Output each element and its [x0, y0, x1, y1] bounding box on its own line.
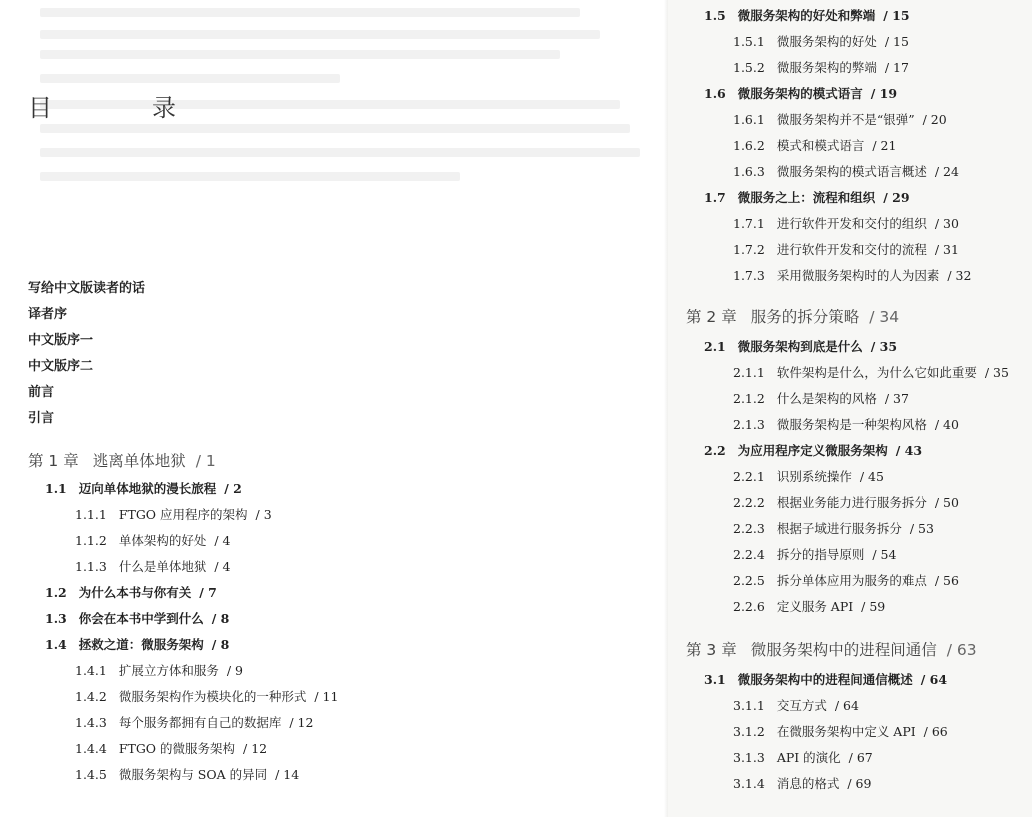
entry-title: 微服务架构中的进程间通信概述	[737, 672, 913, 687]
entry-title: 拆分的指导原则	[776, 547, 865, 562]
entry-title: 微服务架构的弊端	[776, 60, 877, 75]
entry-title: 采用微服务架构时的人为因素	[776, 268, 940, 283]
entry-page: / 64	[834, 698, 859, 713]
entry-page: / 50	[934, 495, 959, 510]
entry-page: / 31	[934, 242, 959, 257]
entry-title: API 的演化	[776, 750, 841, 765]
entry-title: 微服务架构到底是什么	[737, 339, 863, 354]
chapter-title: 微服务架构中的进程间通信	[750, 641, 937, 659]
entry-title: 微服务架构的模式语言概述	[776, 164, 927, 179]
chapter-heading[interactable]	[28, 449, 216, 471]
entry-title: 迈向单体地狱的漫长旅程	[78, 481, 217, 496]
entry-number: 1.2	[45, 585, 67, 600]
entry-number: 2.2	[704, 443, 726, 458]
toc-entry[interactable]	[733, 162, 959, 180]
entry-page: / 7	[199, 585, 217, 600]
front-matter-item[interactable]: 中文版序二	[28, 359, 94, 374]
toc-entry[interactable]	[75, 505, 272, 523]
toc-entry[interactable]	[75, 713, 313, 731]
entry-page: / 56	[934, 573, 959, 588]
toc-entry[interactable]	[704, 84, 897, 102]
entry-page: / 14	[275, 767, 300, 782]
toc-entry[interactable]	[733, 748, 873, 766]
toc-entry[interactable]	[733, 389, 909, 407]
entry-title: 单体架构的好处	[118, 533, 207, 548]
entry-page: / 4	[214, 559, 231, 574]
entry-title: 微服务架构的好处	[776, 34, 877, 49]
entry-page: / 64	[920, 672, 948, 687]
entry-page: / 19	[870, 86, 898, 101]
entry-number: 2.2.3	[733, 521, 765, 536]
toc-entry[interactable]	[733, 597, 885, 615]
entry-title: 微服务架构并不是“银弹”	[776, 112, 915, 127]
entry-page: / 54	[872, 547, 897, 562]
entry-number: 1.1.2	[75, 533, 107, 548]
entry-page: / 11	[314, 689, 339, 704]
entry-page: / 35	[984, 365, 1009, 380]
entry-number: 2.1.2	[733, 391, 765, 406]
entry-page: / 20	[922, 112, 947, 127]
entry-page: / 17	[884, 60, 909, 75]
entry-page: / 4	[214, 533, 231, 548]
toc-entry[interactable]	[733, 696, 859, 714]
entry-title: 进行软件开发和交付的组织	[776, 216, 927, 231]
entry-page: / 8	[211, 637, 230, 652]
front-matter-item[interactable]: 译者序	[28, 307, 68, 322]
entry-number: 2.1.3	[733, 417, 765, 432]
toc-entry[interactable]	[75, 687, 338, 705]
chapter-title: 服务的拆分策略	[750, 308, 860, 326]
entry-title: 什么是架构的风格	[776, 391, 877, 406]
bleed-through-text	[40, 30, 600, 39]
entry-title: 扩展立方体和服务	[118, 663, 219, 678]
entry-page: / 29	[883, 190, 910, 205]
entry-title: 每个服务都拥有自己的数据库	[118, 715, 282, 730]
toc-entry[interactable]	[704, 441, 922, 459]
entry-page: / 35	[870, 339, 898, 354]
entry-title: 微服务架构的好处和弊端	[737, 8, 876, 23]
chapter-heading[interactable]	[686, 638, 977, 660]
entry-number: 2.1.1	[733, 365, 765, 380]
entry-page: / 3	[255, 507, 272, 522]
entry-title: 消息的格式	[776, 776, 840, 791]
entry-title: 拯救之道：微服务架构	[78, 637, 204, 652]
toc-entry[interactable]	[733, 214, 959, 232]
toc-entry[interactable]	[45, 583, 217, 601]
entry-page: / 37	[884, 391, 909, 406]
toc-entry[interactable]	[45, 609, 229, 627]
entry-number: 1.5.2	[733, 60, 765, 75]
toc-entry[interactable]	[75, 557, 230, 575]
toc-entry[interactable]	[733, 266, 971, 284]
entry-number: 1.5	[704, 8, 726, 23]
entry-title: 进行软件开发和交付的流程	[776, 242, 927, 257]
entry-page: / 12	[289, 715, 314, 730]
toc-entry[interactable]	[733, 110, 947, 128]
toc-entry[interactable]	[704, 188, 910, 206]
bleed-through-text	[40, 124, 630, 133]
toc-entry[interactable]	[45, 479, 242, 497]
entry-title: 微服务架构与 SOA 的异同	[118, 767, 268, 782]
entry-page: / 24	[934, 164, 959, 179]
toc-entry[interactable]	[733, 493, 959, 511]
bleed-through-text	[40, 8, 580, 17]
entry-number: 3.1.1	[733, 698, 765, 713]
bleed-through-text	[40, 74, 340, 83]
chapter-heading[interactable]	[686, 305, 899, 327]
entry-number: 1.4.5	[75, 767, 107, 782]
entry-page: / 32	[947, 268, 972, 283]
entry-number: 2.2.6	[733, 599, 765, 614]
entry-number: 1.7.2	[733, 242, 765, 257]
entry-number: 1.5.1	[733, 34, 765, 49]
entry-number: 2.2.2	[733, 495, 765, 510]
entry-title: 根据子域进行服务拆分	[776, 521, 902, 536]
toc-entry[interactable]	[733, 58, 909, 76]
entry-title: 微服务之上：流程和组织	[737, 190, 876, 205]
toc-entry[interactable]	[733, 519, 934, 537]
entry-page: / 15	[884, 34, 909, 49]
entry-title: 识别系统操作	[776, 469, 852, 484]
entry-title: 为什么本书与你有关	[78, 585, 192, 600]
toc-entry[interactable]	[733, 32, 909, 50]
chapter-title: 逃离单体地狱	[92, 452, 186, 470]
entry-number: 1.4	[45, 637, 67, 652]
toc-heading: 目 录	[28, 94, 214, 122]
toc-entry[interactable]	[75, 661, 243, 679]
entry-page: / 30	[934, 216, 959, 231]
toc-entry[interactable]	[75, 739, 267, 757]
entry-title: 拆分单体应用为服务的难点	[776, 573, 927, 588]
entry-number: 2.1	[704, 339, 726, 354]
entry-number: 1.7.1	[733, 216, 765, 231]
entry-number: 1.1.1	[75, 507, 107, 522]
entry-page: / 8	[211, 611, 230, 626]
entry-page: / 45	[859, 469, 884, 484]
toc-entry[interactable]	[733, 240, 959, 258]
entry-page: / 12	[243, 741, 268, 756]
entry-number: 1.4.4	[75, 741, 107, 756]
entry-title: 什么是单体地狱	[118, 559, 207, 574]
chapter-page: / 1	[195, 452, 216, 470]
entry-page: / 21	[872, 138, 897, 153]
toc-entry[interactable]	[704, 670, 947, 688]
toc-entry[interactable]	[75, 765, 299, 783]
toc-entry[interactable]	[733, 467, 884, 485]
right-page	[668, 0, 1032, 817]
toc-entry[interactable]	[733, 415, 959, 433]
chapter-number: 第 2 章	[686, 308, 737, 326]
toc-entry[interactable]	[733, 545, 896, 563]
toc-entry[interactable]	[733, 363, 1009, 381]
entry-page: / 66	[923, 724, 948, 739]
entry-title: 根据业务能力进行服务拆分	[776, 495, 927, 510]
entry-number: 1.7.3	[733, 268, 765, 283]
toc-entry[interactable]	[704, 6, 910, 24]
toc-entry[interactable]	[733, 136, 896, 154]
toc-entry[interactable]	[45, 635, 229, 653]
entry-number: 1.6.3	[733, 164, 765, 179]
bleed-through-text	[40, 50, 560, 59]
entry-number: 3.1.4	[733, 776, 765, 791]
entry-title: 为应用程序定义微服务架构	[737, 443, 888, 458]
entry-title: 交互方式	[776, 698, 827, 713]
entry-number: 2.2.5	[733, 573, 765, 588]
entry-number: 2.2.4	[733, 547, 765, 562]
entry-title: 在微服务架构中定义 API	[776, 724, 916, 739]
chapter-number: 第 3 章	[686, 641, 737, 659]
chapter-number: 第 1 章	[28, 452, 79, 470]
entry-title: 定义服务 API	[776, 599, 854, 614]
entry-title: FTGO 的微服务架构	[118, 741, 236, 756]
entry-number: 1.4.2	[75, 689, 107, 704]
entry-title: 你会在本书中学到什么	[78, 611, 204, 626]
entry-page: / 2	[224, 481, 242, 496]
entry-number: 1.1	[45, 481, 67, 496]
entry-title: 模式和模式语言	[776, 138, 865, 153]
entry-title: 微服务架构是一种架构风格	[776, 417, 927, 432]
entry-page: / 67	[848, 750, 873, 765]
entry-title: 微服务架构作为模块化的一种形式	[118, 689, 307, 704]
entry-page: / 15	[883, 8, 910, 23]
entry-page: / 9	[226, 663, 243, 678]
entry-number: 3.1.3	[733, 750, 765, 765]
toc-entry[interactable]	[733, 571, 959, 589]
entry-page: / 59	[861, 599, 886, 614]
front-matter-item[interactable]: 写给中文版读者的话	[28, 281, 146, 296]
entry-number: 1.3	[45, 611, 67, 626]
entry-number: 1.4.1	[75, 663, 107, 678]
front-matter-item[interactable]: 中文版序一	[28, 333, 94, 348]
entry-number: 3.1	[704, 672, 726, 687]
entry-number: 1.6	[704, 86, 726, 101]
front-matter-item[interactable]: 引言	[28, 411, 55, 426]
chapter-page: / 34	[869, 308, 900, 326]
entry-number: 1.6.2	[733, 138, 765, 153]
entry-page: / 40	[934, 417, 959, 432]
toc-entry[interactable]	[733, 774, 871, 792]
entry-page: / 69	[847, 776, 872, 791]
toc-entry[interactable]	[704, 337, 897, 355]
bleed-through-text	[40, 172, 460, 181]
entry-number: 2.2.1	[733, 469, 765, 484]
entry-page: / 53	[909, 521, 934, 536]
toc-entry[interactable]	[733, 722, 948, 740]
entry-number: 3.1.2	[733, 724, 765, 739]
entry-number: 1.6.1	[733, 112, 765, 127]
front-matter-item[interactable]: 前言	[28, 385, 55, 400]
entry-title: 软件架构是什么，为什么它如此重要	[776, 365, 977, 380]
chapter-page: / 63	[946, 641, 977, 659]
entry-page: / 43	[895, 443, 923, 458]
entry-title: 微服务架构的模式语言	[737, 86, 863, 101]
entry-number: 1.4.3	[75, 715, 107, 730]
entry-number: 1.1.3	[75, 559, 107, 574]
entry-title: FTGO 应用程序的架构	[118, 507, 248, 522]
toc-entry[interactable]	[75, 531, 230, 549]
entry-number: 1.7	[704, 190, 726, 205]
bleed-through-text	[40, 148, 640, 157]
